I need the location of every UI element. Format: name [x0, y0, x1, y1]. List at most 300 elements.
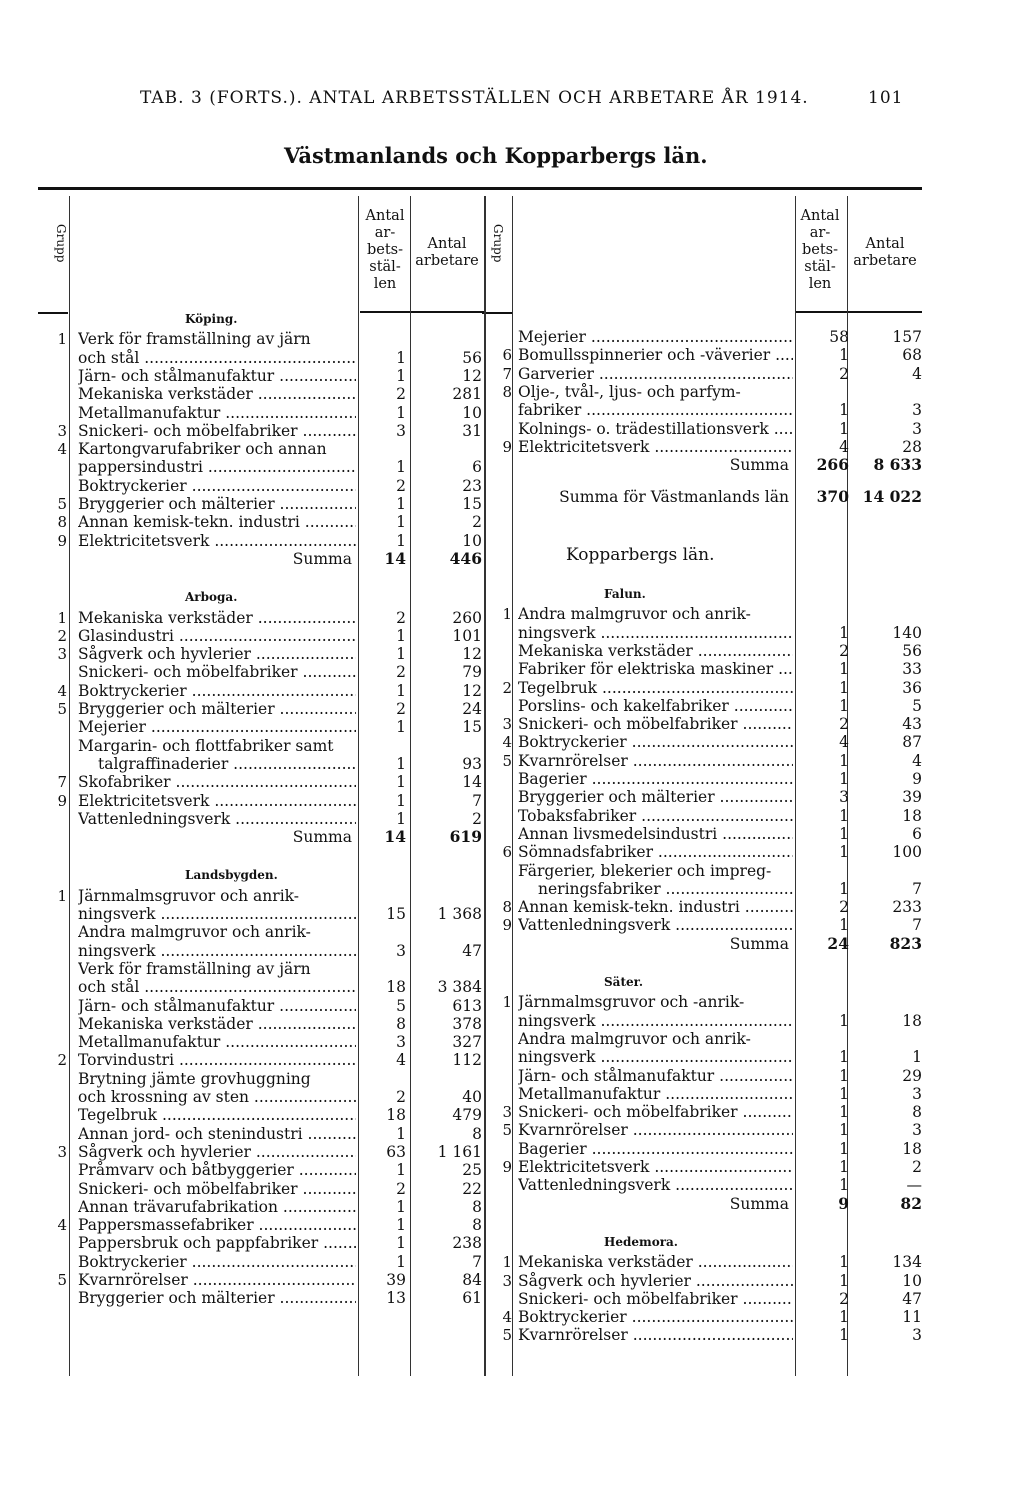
arbetare-value: 18	[902, 1011, 922, 1030]
table-row	[38, 773, 484, 791]
arbetsstallen-value: 1	[839, 678, 849, 697]
table-row	[38, 942, 484, 960]
industry-name: Järnmalmsgruvor och -anrik-	[518, 993, 745, 1012]
arbetare-value: 8 633	[873, 455, 922, 475]
industry-name: Glasindustri .....	[78, 627, 356, 645]
table-row	[38, 609, 484, 627]
arbetsstallen-value: 2	[839, 898, 849, 917]
summa-label: Summa för Västmanlands län	[559, 488, 789, 507]
industry-name: Boktryckerier .....	[78, 682, 356, 700]
arbetare-value: 281	[452, 385, 482, 404]
industry-name: Metallmanufaktur .....	[518, 1085, 793, 1103]
arbetsstallen-value: 5	[396, 996, 406, 1015]
arbetsstallen-value: 2	[839, 715, 849, 734]
industry-name: Elektricitetsverk .....	[78, 792, 356, 810]
industry-name: ningsverk .....	[518, 1012, 793, 1030]
arbetare-value: 1 368	[437, 905, 482, 923]
grupp-number: 1	[57, 886, 67, 905]
industry-name: Mekaniska verkstäder .....	[518, 642, 793, 660]
arbetare-value: 3	[912, 419, 922, 438]
table-row	[38, 385, 484, 403]
arbetsstallen-value: 1	[839, 1048, 849, 1067]
table-row	[38, 1015, 484, 1033]
grupp-number: 3	[502, 1103, 512, 1122]
grupp-number: 7	[57, 773, 67, 792]
industry-name: och stål .....	[78, 349, 356, 367]
arbetsstallen-value: 2	[396, 476, 406, 495]
arbetsstallen-value: 1	[396, 1234, 406, 1253]
table-row	[484, 1067, 924, 1085]
grupp-number: 6	[502, 346, 512, 365]
arbetare-value: 3	[912, 1121, 922, 1140]
table-row	[484, 383, 924, 401]
grupp-number: 5	[57, 495, 67, 513]
industry-name: Bryggerier och mälterier .....	[78, 495, 356, 513]
industry-name: Mejerier .....	[78, 718, 356, 736]
arbetsstallen-value: 1	[839, 401, 849, 420]
table-row	[38, 645, 484, 663]
table-row	[484, 438, 924, 456]
arbetsstallen-value: 1	[396, 626, 406, 645]
grupp-number: 8	[502, 898, 512, 917]
summa-label: Summa	[729, 934, 789, 953]
industry-name: Margarin- och flottfabriker samt	[78, 736, 334, 755]
arbetare-value: 7	[912, 916, 922, 935]
arbetare-value: 7	[472, 791, 482, 810]
industry-name: Snickeri- och möbelfabriker .....	[518, 1103, 793, 1121]
arbetsstallen-value: 1	[839, 346, 849, 365]
arbetsstallen-value: 1	[396, 1124, 406, 1143]
table-row	[38, 960, 484, 978]
table-row	[38, 997, 484, 1015]
table-row	[484, 1176, 924, 1194]
grupp-number: 3	[502, 1271, 512, 1290]
arbetsstallen-value: 4	[396, 1051, 406, 1070]
arbetare-value: 12	[462, 366, 482, 385]
arbetare-value: 36	[902, 678, 922, 697]
grupp-number: 3	[502, 715, 512, 734]
industry-name: ningsverk .....	[518, 1048, 793, 1066]
grupp-number: 7	[502, 364, 512, 383]
arbetsstallen-value: 4	[839, 437, 849, 456]
grupp-number: 3	[57, 645, 67, 664]
grupp-number: 1	[57, 608, 67, 627]
arbetsstallen-value: 14	[384, 827, 406, 847]
arbetare-value: 10	[462, 531, 482, 550]
industry-name: Snickeri- och möbelfabriker .....	[78, 1180, 356, 1198]
table-row	[484, 1326, 924, 1344]
arbetare-value: 3	[912, 401, 922, 420]
grupp-number: 1	[502, 993, 512, 1012]
industry-name: Garverier .....	[518, 365, 793, 383]
table-row	[38, 513, 484, 531]
arbetare-value: 82	[900, 1193, 922, 1213]
table-row	[38, 1271, 484, 1289]
table-row	[38, 737, 484, 755]
arbetare-value: 79	[462, 663, 482, 682]
arbetare-value: 619	[449, 827, 482, 847]
arbetsstallen-value: 2	[839, 1289, 849, 1308]
industry-name: Snickeri- och möbelfabriker .....	[518, 715, 793, 733]
arbetare-value: 7	[472, 1252, 482, 1271]
grupp-number: 3	[57, 1142, 67, 1161]
arbetsstallen-value: 2	[396, 663, 406, 682]
summa-label: Summa	[292, 549, 352, 568]
arbetsstallen-value: 1	[396, 718, 406, 737]
table-row	[484, 1030, 924, 1048]
table-row	[484, 843, 924, 861]
arbetsstallen-value: 2	[396, 1088, 406, 1106]
arbetare-value: —	[906, 1176, 922, 1195]
grupp-number: 2	[57, 1051, 67, 1070]
arbetsstallen-value: 2	[396, 1179, 406, 1198]
arbetare-value: 10	[902, 1271, 922, 1290]
table-row	[38, 349, 484, 367]
arbetsstallen-value: 1	[839, 1271, 849, 1290]
table-row	[38, 1088, 484, 1106]
arbetsstallen-header-left: Antal ar- bets- stäl- len	[365, 208, 405, 292]
table-row	[484, 1272, 924, 1290]
arbetsstallen-value: 1	[839, 1326, 849, 1345]
arbetsstallen-value: 1	[839, 623, 849, 642]
grupp-number: 5	[502, 751, 512, 770]
top-rule	[38, 187, 922, 190]
arbetare-value: 11	[902, 1308, 922, 1327]
industry-name: Mejerier .....	[518, 328, 793, 346]
arbetsstallen-value: 1	[839, 916, 849, 935]
arbetsstallen-value: 1	[839, 770, 849, 788]
arbetsstallen-value: 1	[396, 495, 406, 513]
industry-name: Kolnings- o. trädestillationsverk .....	[518, 420, 793, 438]
arbetsstallen-value: 1	[839, 1084, 849, 1103]
arbetsstallen-value: 1	[396, 645, 406, 664]
industry-name: Bryggerier och mälterier .....	[78, 1289, 356, 1307]
grupp-number: 5	[57, 700, 67, 718]
table-row	[38, 330, 484, 348]
industry-name: Tobaksfabriker .....	[518, 807, 793, 825]
arbetare-value: 47	[462, 941, 482, 960]
table-row	[38, 978, 484, 996]
industry-name: Boktryckerier .....	[518, 1308, 793, 1326]
grupp-number: 5	[502, 1121, 512, 1140]
arbetsstallen-value: 370	[816, 487, 849, 507]
arbetare-value: 6	[472, 458, 482, 477]
arbetare-header-left: Antal arbetare	[415, 236, 479, 269]
arbetare-value: 56	[902, 641, 922, 660]
table-row	[38, 1234, 484, 1252]
arbetsstallen-value: 1	[396, 348, 406, 367]
arbetsstallen-value: 9	[838, 1193, 849, 1213]
arbetsstallen-value: 1	[839, 696, 849, 715]
arbetare-value: 12	[462, 681, 482, 700]
arbetsstallen-value: 13	[386, 1289, 406, 1308]
arbetare-value: 23	[462, 476, 482, 495]
arbetare-value: 29	[902, 1066, 922, 1085]
industry-name: Verk för framställning av järn	[78, 959, 311, 978]
arbetare-value: 1	[912, 1048, 922, 1067]
arbetare-value: 8	[472, 1216, 482, 1235]
arbetsstallen-value: 1	[839, 1308, 849, 1327]
section-heading: Arboga.	[185, 590, 238, 605]
arbetsstallen-value: 24	[827, 933, 849, 953]
arbetare-value: 31	[462, 421, 482, 440]
grupp-header-left: Grupp	[54, 224, 68, 263]
table-row	[484, 862, 924, 880]
arbetsstallen-value: 1	[839, 824, 849, 843]
table-row	[484, 916, 924, 934]
arbetsstallen-value: 1	[396, 773, 406, 792]
industry-name: Tegelbruk .....	[78, 1106, 356, 1124]
arbetare-value: 2	[912, 1158, 922, 1176]
arbetare-value: 6	[912, 824, 922, 843]
arbetare-value: 9	[912, 770, 922, 788]
arbetsstallen-value: 2	[396, 385, 406, 404]
header-underline-right	[795, 311, 922, 313]
table-row	[484, 1048, 924, 1066]
table-row	[484, 1103, 924, 1121]
arbetare-value: 15	[462, 495, 482, 513]
arbetare-value: 39	[902, 788, 922, 807]
industry-name: Kvarnrörelser .....	[518, 1326, 793, 1344]
section-heading: Hedemora.	[604, 1234, 678, 1249]
table-row	[38, 718, 484, 736]
industry-name: Boktryckerier .....	[78, 477, 356, 495]
table-row	[38, 404, 484, 422]
arbetsstallen-value: 1	[396, 513, 406, 532]
arbetare-value: 10	[462, 403, 482, 422]
arbetare-value: 14	[462, 773, 482, 792]
table-row	[38, 792, 484, 810]
grupp-underline-right	[482, 312, 512, 314]
table-row	[484, 1012, 924, 1030]
industry-name: Andra malmgruvor och anrik-	[78, 923, 311, 942]
table-row	[484, 605, 924, 623]
industry-name: Pråmvarv och båtbyggerier .....	[78, 1161, 356, 1179]
industry-name: Metallmanufaktur .....	[78, 1033, 356, 1051]
table-row	[484, 660, 924, 678]
grupp-number: 9	[57, 531, 67, 550]
industry-name: Skofabriker .....	[78, 773, 356, 791]
arbetare-value: 101	[452, 626, 482, 645]
table-row	[38, 1253, 484, 1271]
arbetare-value: 100	[892, 843, 922, 862]
arbetsstallen-value: 1	[839, 419, 849, 438]
table-row	[484, 401, 924, 419]
arbetsstallen-value: 1	[839, 751, 849, 770]
arbetsstallen-value: 2	[396, 608, 406, 627]
industry-name: Bryggerier och mälterier .....	[78, 700, 356, 718]
arbetare-value: 14 022	[862, 487, 922, 507]
table-row	[38, 1180, 484, 1198]
arbetare-value: 5	[912, 696, 922, 715]
arbetsstallen-value: 1	[839, 1121, 849, 1140]
table-row	[38, 1161, 484, 1179]
table-row	[38, 1106, 484, 1124]
page-subtitle: Västmanlands och Kopparbergs län.	[284, 143, 708, 168]
table-row	[38, 682, 484, 700]
arbetsstallen-value: 1	[839, 879, 849, 898]
grupp-number: 3	[57, 421, 67, 440]
table-row	[38, 1033, 484, 1051]
grupp-number: 8	[502, 382, 512, 401]
grupp-number: 6	[502, 843, 512, 862]
industry-name: Boktryckerier .....	[78, 1253, 356, 1271]
table-row	[38, 458, 484, 476]
arbetsstallen-value: 1	[396, 1197, 406, 1216]
industry-name: Mekaniska verkstäder .....	[518, 1253, 793, 1271]
table-row	[38, 422, 484, 440]
industry-name: Snickeri- och möbelfabriker .....	[78, 422, 356, 440]
arbetsstallen-value: 1	[839, 843, 849, 862]
grupp-number: 1	[502, 605, 512, 624]
industry-name: Sågverk och hyvlerier .....	[518, 1272, 793, 1290]
arbetare-value: 33	[902, 660, 922, 679]
table-row	[484, 420, 924, 438]
arbetare-value: 8	[912, 1103, 922, 1122]
industry-name: Järnmalmsgruvor och anrik-	[78, 886, 300, 905]
industry-name: Vattenledningsverk .....	[518, 916, 793, 934]
industry-name: Kartongvarufabriker och annan	[78, 440, 327, 459]
arbetare-value: 479	[452, 1106, 482, 1125]
arbetsstallen-value: 4	[839, 733, 849, 752]
arbetsstallen-value: 58	[829, 328, 849, 346]
grupp-number: 9	[57, 791, 67, 810]
industry-name: Tegelbruk .....	[518, 679, 793, 697]
table-row	[38, 1198, 484, 1216]
table-row	[484, 1121, 924, 1139]
arbetare-value: 25	[462, 1161, 482, 1180]
industry-name: Järn- och stålmanufaktur .....	[78, 367, 356, 385]
grupp-number: 9	[502, 1158, 512, 1176]
arbetare-value: 7	[912, 879, 922, 898]
arbetare-value: 28	[902, 437, 922, 456]
industry-name: Andra malmgruvor och anrik-	[518, 605, 751, 624]
industry-name: Fabriker för elektriska maskiner .....	[518, 660, 793, 678]
arbetare-value: 157	[892, 328, 922, 346]
industry-name: Bryggerier och mälterier .....	[518, 788, 793, 806]
industry-name: Annan kemisk-tekn. industri .....	[78, 513, 356, 531]
arbetsstallen-value: 1	[396, 531, 406, 550]
section-heading: Köping.	[185, 312, 238, 326]
arbetare-value: 1 161	[437, 1142, 482, 1161]
grupp-number: 2	[57, 626, 67, 645]
industry-name: Bagerier .....	[518, 1140, 793, 1158]
industry-name: Elektricitetsverk .....	[518, 438, 793, 456]
grupp-number: 5	[57, 1271, 67, 1289]
arbetare-value: 2	[472, 809, 482, 828]
table-row	[38, 700, 484, 718]
table-row	[484, 752, 924, 770]
header-underline-left	[360, 311, 484, 313]
grupp-number: 1	[502, 1253, 512, 1272]
table-row	[38, 1143, 484, 1161]
table-row	[38, 755, 484, 773]
arbetare-value: 24	[462, 700, 482, 718]
grupp-number: 9	[502, 916, 512, 935]
arbetare-value: 84	[462, 1271, 482, 1289]
arbetsstallen-value: 1	[839, 1066, 849, 1085]
arbetare-value: 22	[462, 1179, 482, 1198]
arbetare-value: 68	[902, 346, 922, 365]
table-row	[38, 1070, 484, 1088]
summa-label: Summa	[292, 828, 352, 847]
grupp-number: 4	[57, 440, 67, 459]
grupp-number: 4	[57, 1216, 67, 1235]
table-row	[484, 346, 924, 364]
industry-name: Elektricitetsverk .....	[518, 1158, 793, 1176]
table-row	[484, 1085, 924, 1103]
table-row	[484, 770, 924, 788]
industry-name: Annan jord- och stenindustri .....	[78, 1125, 356, 1143]
arbetare-value: 3 384	[437, 978, 482, 997]
table-row	[38, 1289, 484, 1307]
arbetsstallen-value: 1	[839, 660, 849, 679]
arbetsstallen-value: 1	[396, 681, 406, 700]
arbetsstallen-value: 1	[839, 1139, 849, 1158]
arbetare-value: 2	[472, 513, 482, 532]
industry-name: Järn- och stålmanufaktur .....	[518, 1067, 793, 1085]
arbetsstallen-value: 1	[396, 403, 406, 422]
arbetsstallen-value: 1	[396, 809, 406, 828]
table-row	[484, 733, 924, 751]
table-row	[484, 624, 924, 642]
arbetare-value: 3	[912, 1326, 922, 1345]
arbetare-value: 233	[892, 898, 922, 917]
industry-name: pappersindustri .....	[78, 458, 356, 476]
summa-row	[484, 456, 924, 474]
industry-name: Andra malmgruvor och anrik-	[518, 1029, 751, 1048]
arbetsstallen-value: 2	[839, 641, 849, 660]
grupp-number: 4	[502, 733, 512, 752]
arbetsstallen-value: 18	[386, 978, 406, 997]
summa-row	[484, 488, 924, 506]
table-row	[484, 697, 924, 715]
grupp-number: 2	[502, 678, 512, 697]
arbetsstallen-value: 1	[839, 1253, 849, 1272]
industry-name: ningsverk .....	[78, 905, 356, 923]
table-row	[484, 365, 924, 383]
arbetsstallen-value: 1	[839, 1103, 849, 1122]
industry-name: Verk för framställning av järn	[78, 330, 311, 349]
arbetsstallen-value: 3	[396, 1033, 406, 1052]
arbetare-value: 8	[472, 1124, 482, 1143]
table-row	[484, 328, 924, 346]
arbetare-value: 260	[452, 608, 482, 627]
section-heading: Falun.	[604, 587, 646, 601]
arbetsstallen-header-right: Antal ar- bets- stäl- len	[800, 208, 840, 292]
industry-name: talgraffinaderier .....	[98, 755, 356, 773]
industry-name: Snickeri- och möbelfabriker .....	[518, 1290, 793, 1308]
industry-name: Torvindustri .....	[78, 1051, 356, 1069]
summa-row	[38, 550, 484, 568]
arbetsstallen-value: 3	[396, 941, 406, 960]
industry-name: Annan trävarufabrikation .....	[78, 1198, 356, 1216]
arbetare-value: 3	[912, 1084, 922, 1103]
grupp-number: 4	[502, 1308, 512, 1327]
arbetsstallen-value: 15	[386, 905, 406, 923]
summa-row	[38, 828, 484, 846]
table-row	[484, 880, 924, 898]
arbetare-value: 378	[452, 1014, 482, 1033]
table-row	[38, 810, 484, 828]
table-header-title: TAB. 3 (FORTS.). ANTAL ARBETSSTÄLLEN OCH ARBETARE ÅR 1914.	[140, 88, 809, 108]
industry-name: Sågverk och hyvlerier .....	[78, 645, 356, 663]
industry-name: Kvarnrörelser .....	[518, 752, 793, 770]
arbetare-value: 61	[462, 1289, 482, 1308]
arbetare-header-right: Antal arbetare	[853, 236, 917, 269]
table-row	[38, 905, 484, 923]
industry-name: Elektricitetsverk .....	[78, 532, 356, 550]
